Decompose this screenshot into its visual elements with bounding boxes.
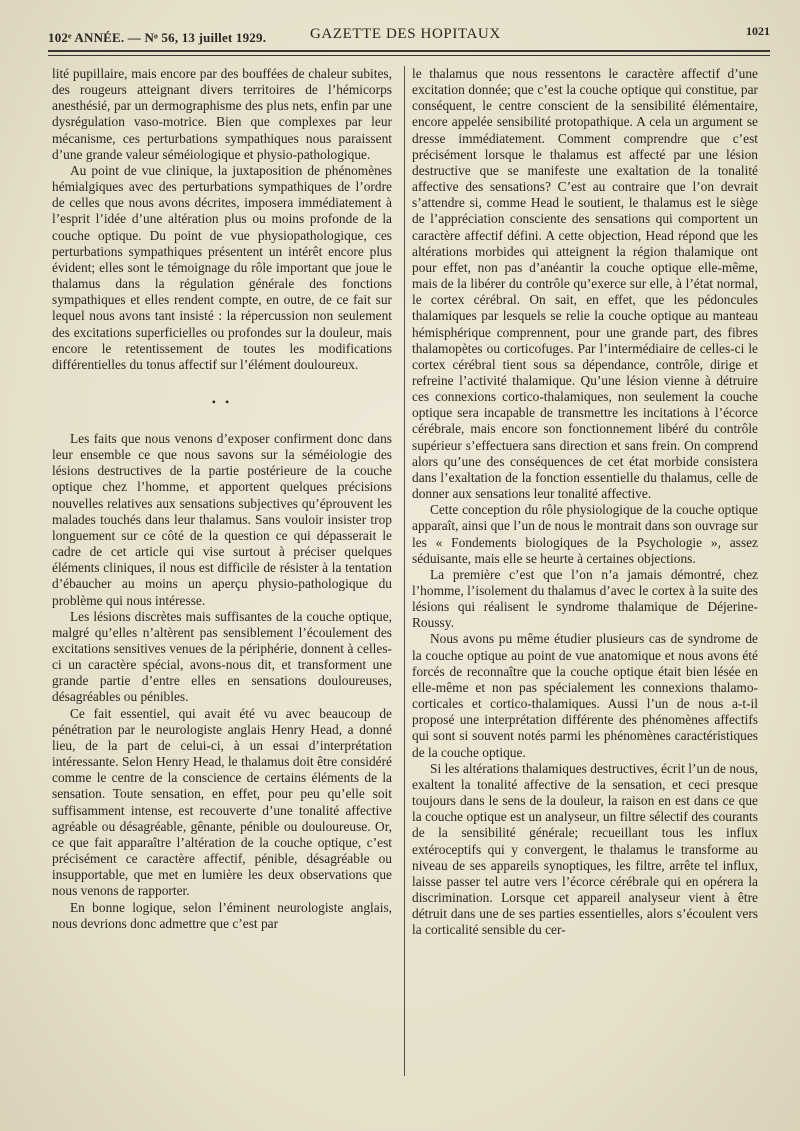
- page-header: [48, 26, 770, 48]
- paragraph: Les faits que nous venons d’exposer confirment donc dans leur ensemble ce que nous savons sur la séméiologie des lésions destructives de la partie postérieure de la couche optique chez l’homme, et apportent quelques précisions nouvelles relatives aux sensations subjectives qu’éprouvent les malades touchés dans leur thalamus. Sans vouloir insister trop longuement sur ce côté de la question ce qui dépasserait le cadre de cet article qui vise surtout à préciser quelques éléments cliniques, il nous est difficile de résister à la tentation d’ébaucher au moins un aperçu physio-pathologique du problème qui nous intéresse.: [52, 430, 392, 608]
- page-number: 1021: [746, 24, 770, 38]
- column-divider: [404, 66, 405, 1076]
- right-column: [412, 66, 758, 938]
- paragraph: Si les altérations thalamiques destructives, écrit l’un de nous, exaltent la tonalité affective de la sensation, et ceci presque toujours dans le sens de la douleur, la raison en est dans ce que la couche optique est un analyseur, un filtre sélectif des courants de la sensibilité générale; recueillant tous les influx extéroceptifs qui y convergent, le thalamus le transforme au niveau de ses appareils synoptiques, les filtre, arrête tel influx, laisse passer tel autre vers l’écorce cérébrale qui en opérera la discrimination. Lorsque cet appareil analyseur vient à être détruit dans une de ses parties essentielles, alors s’écoulent vers la corticalité sensible du cer-: [412, 760, 758, 938]
- section-separator: • •: [211, 394, 233, 409]
- paragraph: Cette conception du rôle physiologique de la couche optique apparaît, ainsi que l’un de nous le montrait dans son ouvrage sur les « Fondements biologiques de la Psychologie », assez séduisante, mais elle se heurte à certaines objections.: [412, 502, 758, 566]
- header-rule-thick: [48, 50, 770, 52]
- header-rule-thin: [48, 55, 770, 56]
- paragraph: le thalamus que nous ressentons le caractère affectif d’une excitation donnée; que c’est la couche optique qui constitue, par conséquent, le centre conscient de la sensibilité élémentaire, encore appelée sensibilité protopathique. A cela un argument se dresse immédiatement. Comment comprendre que c’est précisément lorsque le thalamus est affecté par une lésion destructive que se manifeste une exaltation de la tonalité affective des sensations? C’est au contraire que l’on devrait s’attendre si, comme Head le soutient, le thalamus est le siège de l’appréciation consciente des sensations qui comportent un caractère affectif défini. A cette objection, Head répond que les altérations morbides qui atteignent la région thalamique ont pour effet, non pas d’anéantir la couche optique elle-même, mais de la libérer du contrôle qu’exerce sur elle, à l’état normal, le cortex cérébral. On sait, en effet, que les pédoncules thalamiques par lesquels se relie la couche optique au manteau hémisphérique comprennent, pour une grande part, des fibres thalamopètes ou corticofuges. Par l’intermédiaire de celles-ci le cortex cérébral tient sous sa dépendance, contrôle, dirige et refreine l’activité thalamique. Qu’une lésion vienne à détruire ces connexions cortico-thalamiques, non seulement la couche optique sera incapable de transmettre les incitations à l’écorce cérébrale, mais encore son fonctionnement libéré du contrôle supérieur s’effectuera sans direction et sans frein. On comprend alors qu’une des conséquences de cet état morbide consistera dans l’exaltation de la fonction essentielle du thalamus, celle de donner aux sensations leur tonalité affective.: [412, 66, 758, 502]
- paragraph: Les lésions discrètes mais suffisantes de la couche optique, malgré qu’elles n’altèrent pas sensiblement l’écoulement des excitations sensitives venues de la périphérie, donnent à celles-ci un caractère spécial, avons-nous dit, et transforment une grande partie d’entre elles en sensations douloureuses, désagréables ou pénibles.: [52, 608, 392, 705]
- paragraph: La première c’est que l’on n’a jamais démontré, chez l’homme, l’isolement du thalamus d’avec le cortex à la suite des lésions qui réalisent le syndrome thalamique de Déjerine-Roussy.: [412, 566, 758, 631]
- left-column: [52, 66, 392, 932]
- paragraph: Nous avons pu même étudier plusieurs cas de syndrome de la couche optique au point de vue anatomique et nous avons été forcés de reconnaître que la couche optique était bien lésée en elle-même et non pas spécialement les connexions thalamo-corticales et cortico-thalamiques. Aussi l’un de nous a-t-il proposé une interprétation différente des phénomènes affectifs qui sont si souvent notés parmi les phénomènes caractéristiques de la couche optique.: [412, 631, 758, 760]
- journal-title: GAZETTE DES HOPITAUX: [310, 26, 501, 42]
- paragraph: En bonne logique, selon l’éminent neurologiste anglais, nous devrions donc admettre que c’est par: [52, 899, 392, 931]
- paragraph: Ce fait essentiel, qui avait été vu avec beaucoup de pénétration par le neurologiste anglais Henry Head, a donné lieu, de la part de celui-ci, à un essai d’interprétation intéressante. Selon Henry Head, le thalamus doit être considéré comme le centre de la conscience de certains éléments de la sensation. Toute sensation, en effet, pour peu qu’elle soit suffisamment intense, est recouverte d’une tonalité affective agréable ou désagréable, gênante, pénible ou douloureuse. Or, ce que fait apparaître l’altération de la couche optique, c’est précisément ce caractère affectif, pénible, désagréable ou insupportable, que met en lumière les deux observations que nous venons de rapporter.: [52, 705, 392, 899]
- paragraph: Au point de vue clinique, la juxtaposition de phénomènes hémialgiques avec des perturbations sympathiques de l’ordre de celles que nous avons décrites, imposera immédiatement à l’esprit l’idée d’une altération plus ou moins profonde de la couche optique. Du point de vue physiopathologique, ces perturbations sympathiques présentent un intérêt encore plus évident; elles sont le témoignage du rôle important que joue le thalamus dans la régulation générale des fonctions sympathiques et elles rendent compte, en outre, de ce fait sur lequel nous avons tant insisté : la répercussion non seulement des excitations superficielles ou profondes sur la douleur, mais encore le retentissement de toutes les modifications différentielles du tonus affectif sur l’élément douloureux.: [52, 162, 392, 372]
- issue-info: 102ᵉ ANNÉE. — Nᵒ 56, 13 juillet 1929.: [48, 30, 267, 45]
- paragraph: lité pupillaire, mais encore par des bouffées de chaleur subites, des rougeurs atteignant divers territoires de l’hémicorps anesthésié, par un dermographisme des plus nets, enfin par une dysrégulation vaso-motrice. Bien que complexes par leur mécanisme, ces perturbations sympathiques nous paraissent d’une grande valeur séméiologique et physio-pathologique.: [52, 66, 392, 162]
